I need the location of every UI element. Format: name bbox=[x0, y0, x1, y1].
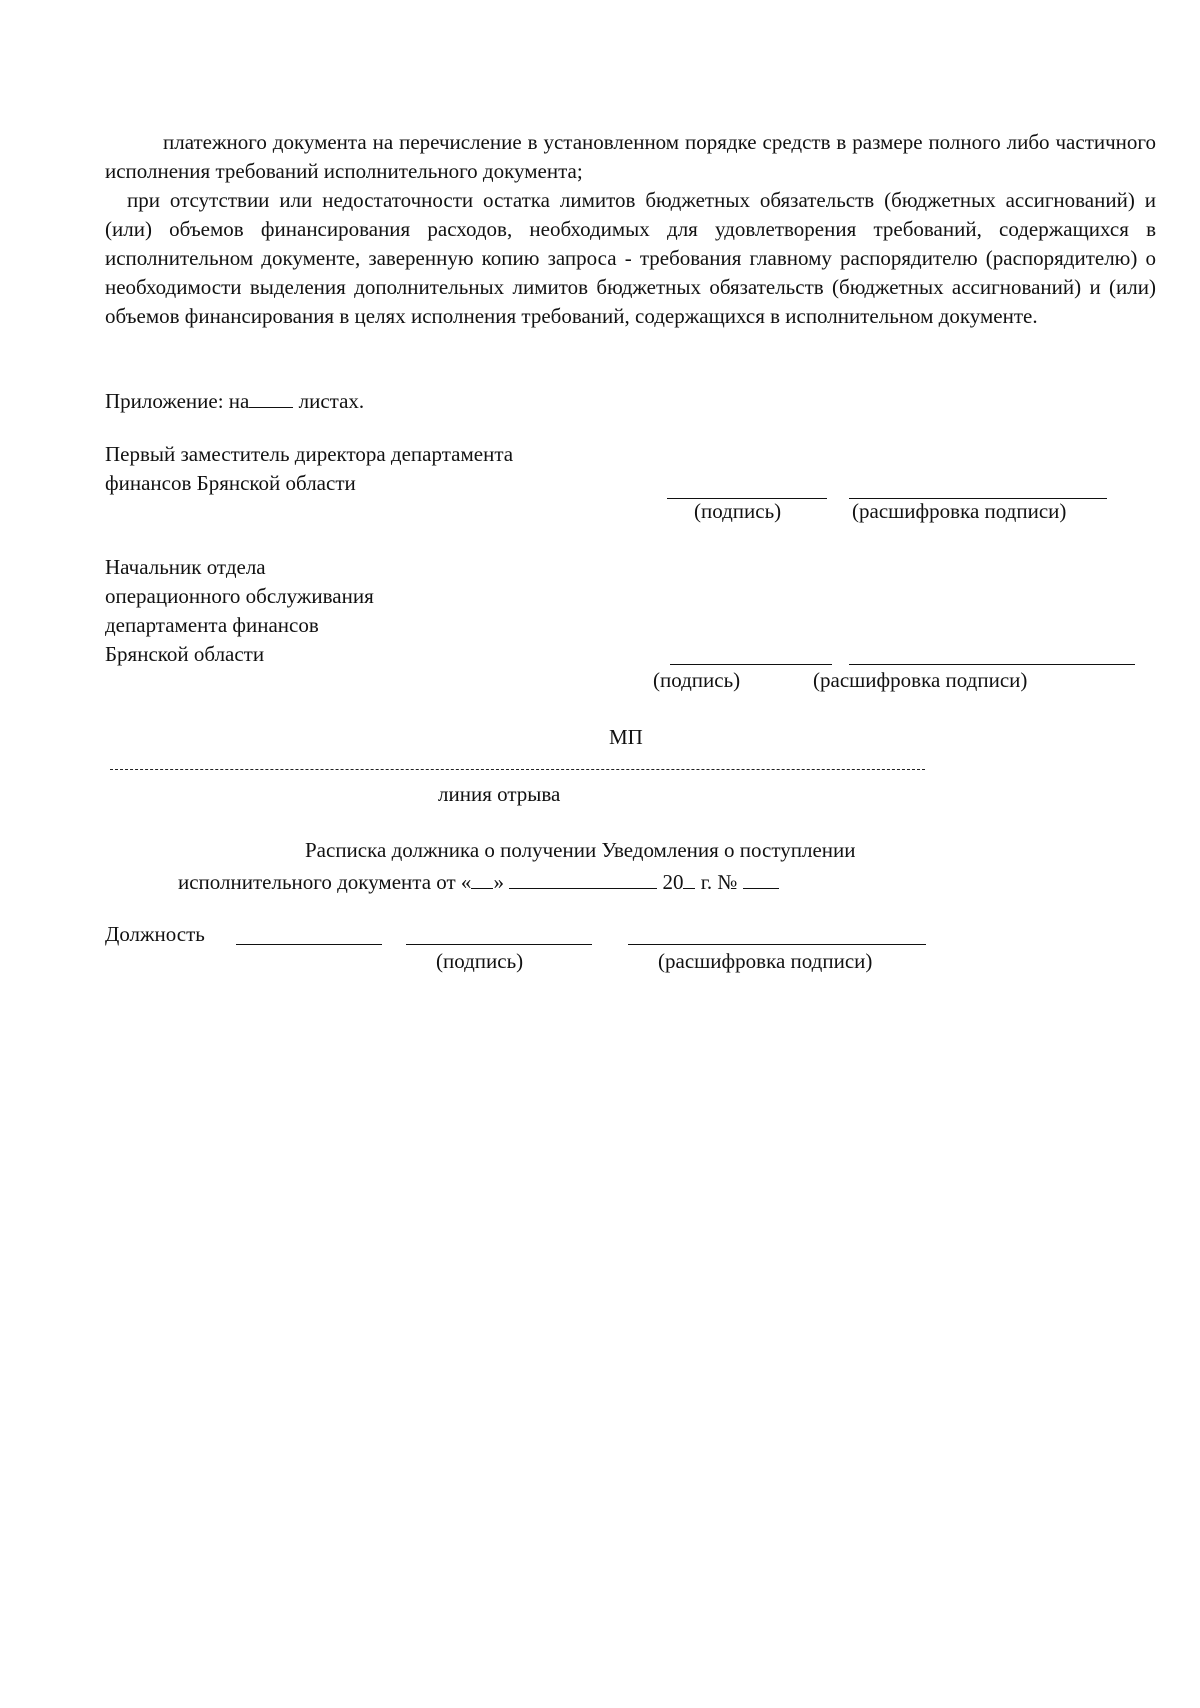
paragraph-insufficient-limits: при отсутствии или недостаточности остатка лимитов бюджетных обязательств (бюджетных ассигнований) и (или) объемов финансирования расходов, необходимых для удовлетворения требований, содержащихся в исполнительном документе, заверенную копию запроса - требования главному распорядителю (распорядителю) о необходимости выделения дополнительных лимитов бюджетных обязательств (бюджетных ассигнований) и (или) объемов финансирования в целях исполнения требований, содержащихся в исполнительном документе. bbox=[105, 188, 1156, 328]
body-text bbox=[105, 128, 1156, 331]
receipt-month-blank bbox=[509, 867, 657, 889]
signer2-signature-line bbox=[670, 664, 832, 665]
tear-off-line-label: линия отрыва bbox=[438, 782, 561, 806]
receipt-number-blank bbox=[743, 867, 779, 889]
receipt-signature-label: (подпись) bbox=[436, 949, 524, 973]
paragraph-payment-document: платежного документа на перечисление в установленном порядке средств в размере полного либо частичного исполнения требований исполнительного документа; bbox=[105, 130, 1156, 183]
signer2-title-line3: департамента финансов bbox=[105, 613, 319, 637]
signer1-title-line1: Первый заместитель директора департамента bbox=[105, 442, 514, 466]
receipt-day-blank bbox=[471, 867, 493, 889]
signer2-title-line2: операционного обслуживания bbox=[105, 584, 374, 608]
position-line bbox=[236, 944, 382, 945]
signer1-signature-label: (подпись) bbox=[694, 499, 782, 523]
signer2-decoding-label: (расшифровка подписи) bbox=[813, 668, 1028, 692]
signer1-title-line2: финансов Брянской области bbox=[105, 471, 356, 495]
appendix-suffix: листах. bbox=[298, 389, 365, 413]
signer1-decoding-label: (расшифровка подписи) bbox=[852, 499, 1067, 523]
appendix-sheets-blank bbox=[249, 386, 293, 408]
receipt-signature-line bbox=[406, 944, 592, 945]
receipt-year-blank bbox=[683, 867, 695, 889]
signer2-decoding-line bbox=[849, 664, 1135, 665]
signer2-title-line1: Начальник отдела bbox=[105, 555, 266, 579]
signer2-title-line4: Брянской области bbox=[105, 642, 265, 666]
receipt-decoding-line bbox=[628, 944, 926, 945]
signer2-signature-label: (подпись) bbox=[653, 668, 741, 692]
receipt-title-line1: Расписка должника о получении Уведомления о поступлении bbox=[305, 838, 856, 862]
receipt-decoding-label: (расшифровка подписи) bbox=[658, 949, 873, 973]
position-label: Должность bbox=[105, 922, 205, 946]
receipt-year-prefix: 20 bbox=[662, 870, 684, 894]
receipt-doc-prefix: исполнительного документа от « bbox=[178, 870, 472, 894]
appendix-line bbox=[105, 386, 364, 414]
receipt-title-line2 bbox=[178, 867, 779, 895]
receipt-quote-close: » bbox=[493, 870, 504, 894]
appendix-prefix: Приложение: на bbox=[105, 389, 250, 413]
tear-off-dashed-line bbox=[110, 769, 925, 770]
stamp-place-label: МП bbox=[609, 725, 643, 749]
receipt-number-prefix: г. № bbox=[700, 870, 738, 894]
